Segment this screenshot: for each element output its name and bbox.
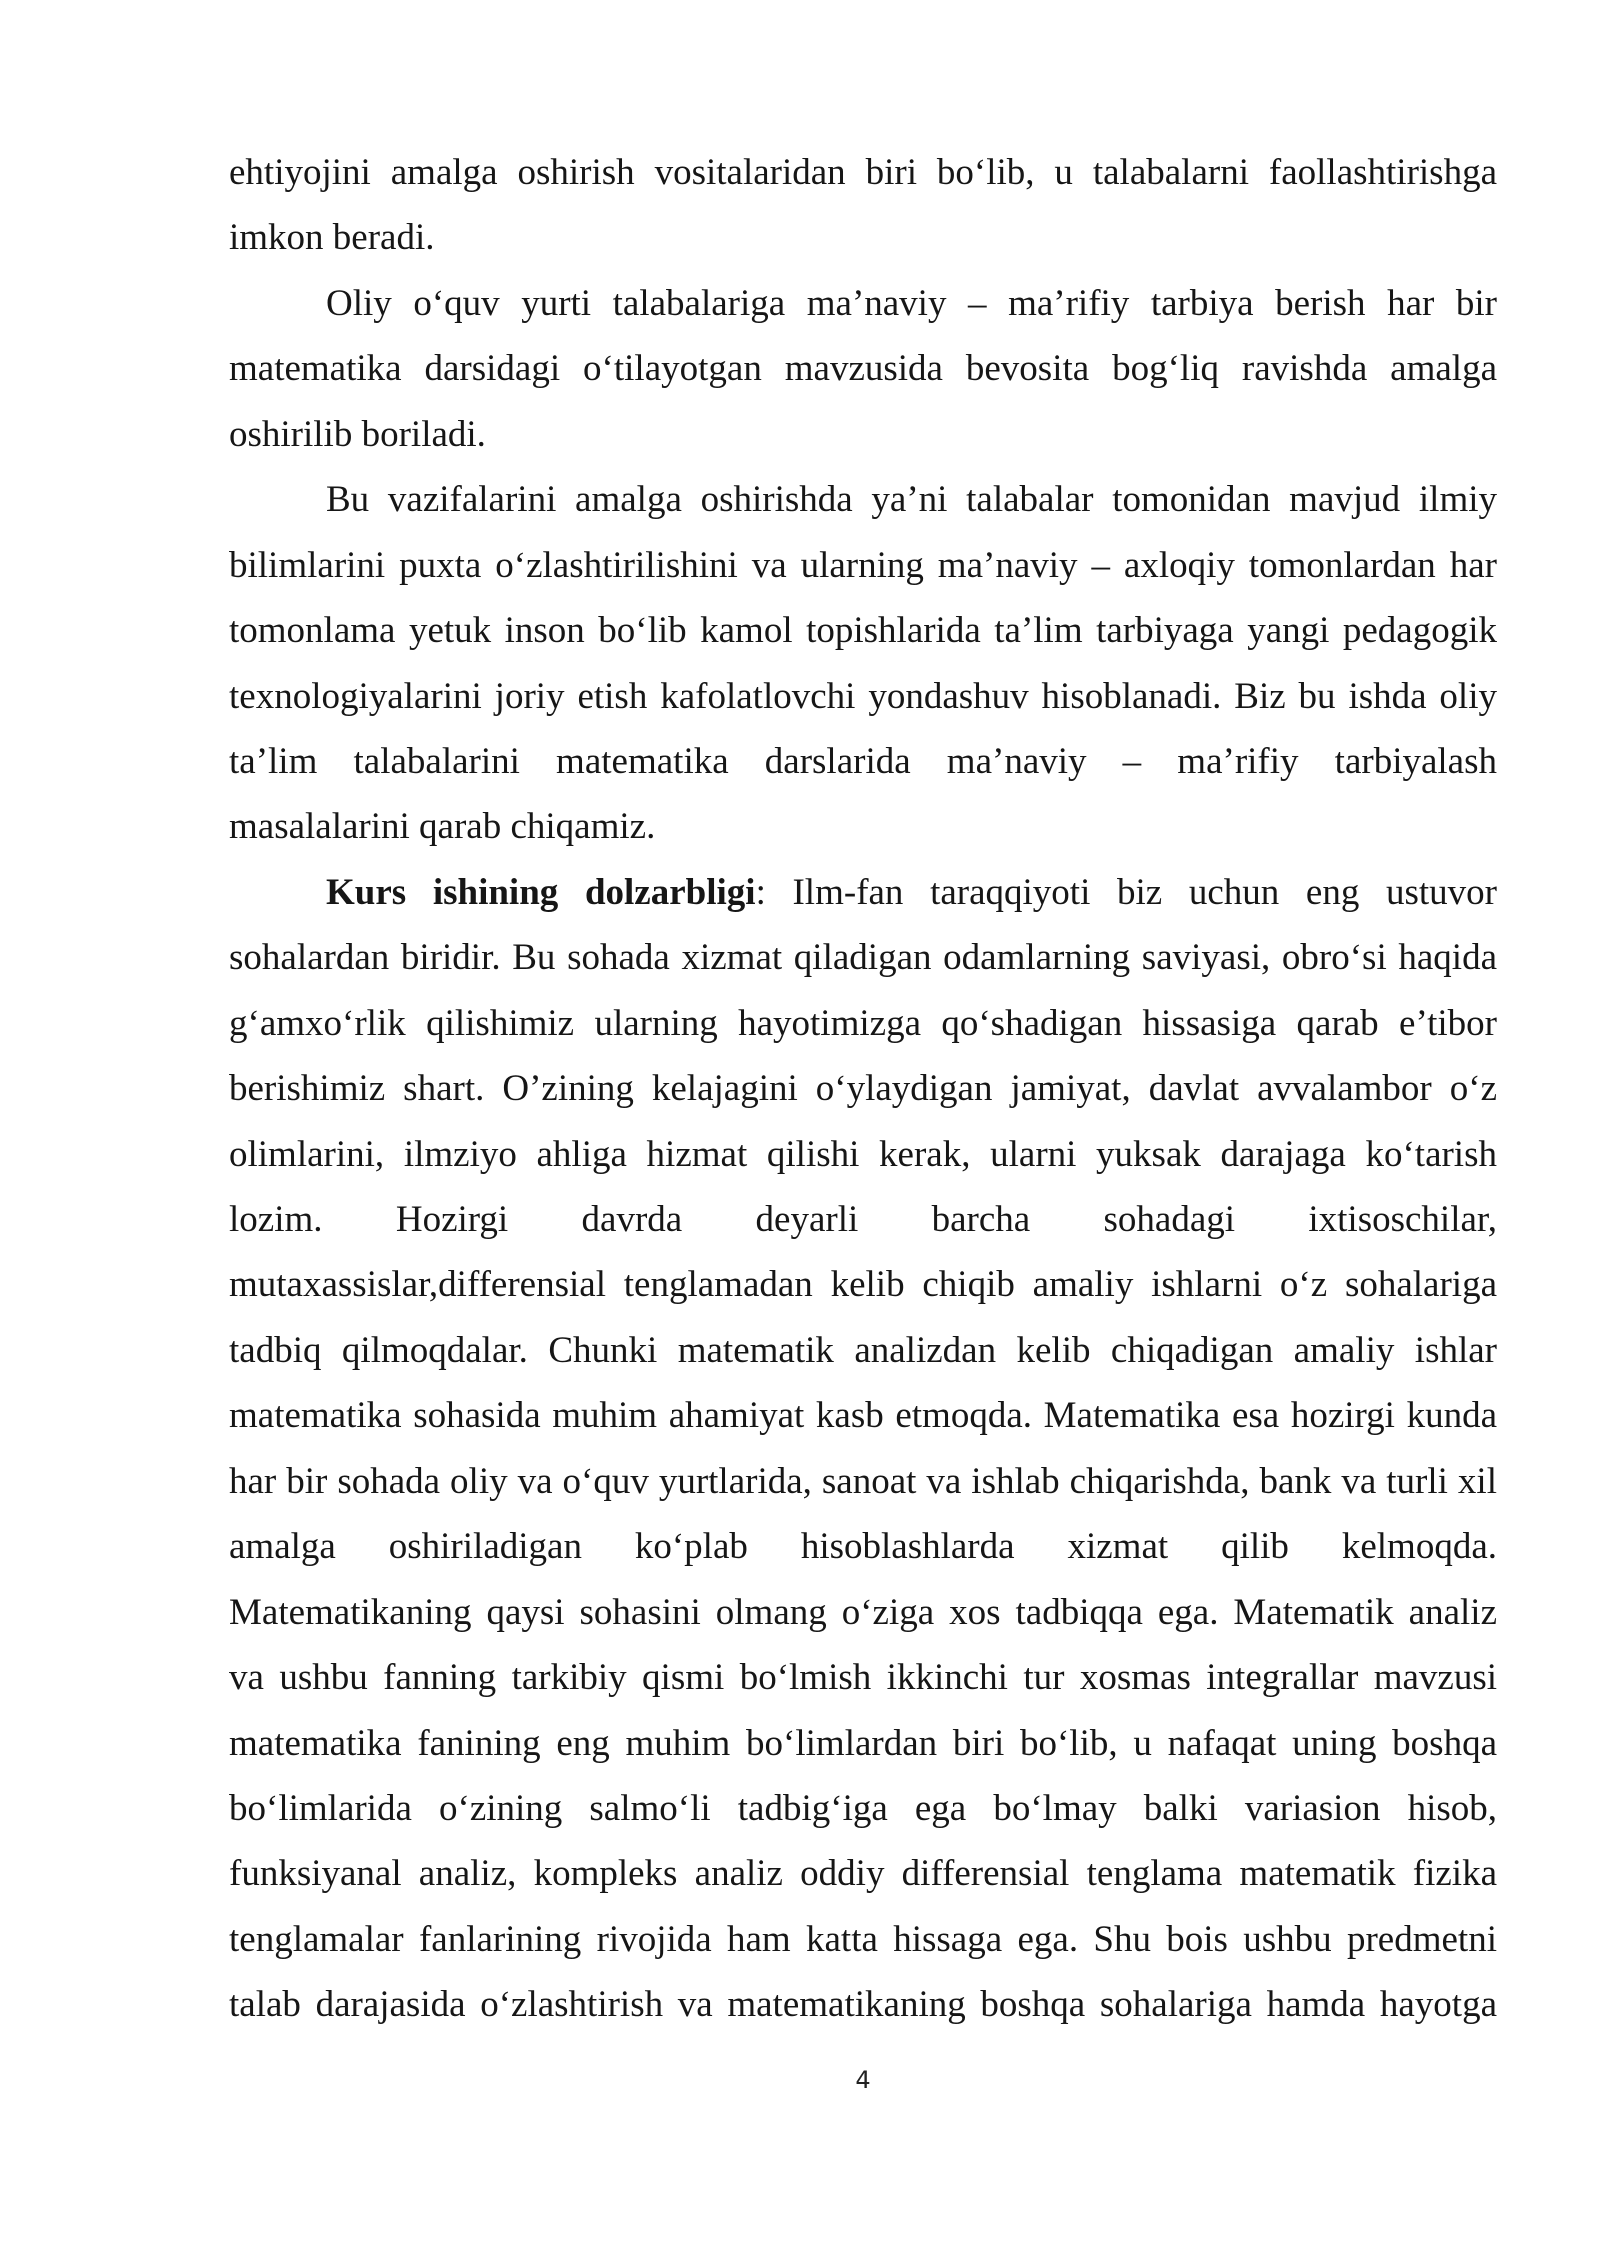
section-heading: Kurs ishining dolzarbligi — [326, 871, 756, 913]
page-number: 4 — [855, 2066, 871, 2094]
paragraph — [229, 271, 1497, 467]
text-line: funksiyanal analiz, kompleks analiz oddiy differensial tenglama matematik fizika — [229, 1853, 1497, 1895]
text-line: har bir sohada oliy va o‘quv yurtlarida, sanoat va ishlab chiqarishda, bank va turli xil — [229, 1460, 1497, 1502]
text-line: berishimiz shart. O’zining kelajagini o‘ylaydigan jamiyat, davlat avvalambor o‘z — [229, 1068, 1497, 1110]
text-line: bilimlarini puxta o‘zlashtirilishini va ularning ma’naviy – axloqiy tomonlardan har — [229, 544, 1497, 586]
text-line: Oliy o‘quv yurti talabalariga ma’naviy – ma’rifiy tarbiya berish har bir — [326, 282, 1497, 324]
text-line: g‘amxo‘rlik qilishimiz ularning hayotimizga qo‘shadigan hissasiga qarab e’tibor — [229, 1002, 1497, 1044]
text-line: Bu vazifalarini amalga oshirishda ya’ni talabalar tomonidan mavjud ilmiy — [326, 479, 1497, 521]
text-line: tenglamalar fanlarining rivojida ham katta hissaga ega. Shu bois ushbu predmetni — [229, 1918, 1497, 1960]
text-line: lozim. Hozirgi davrda deyarli barcha sohadagi ixtisoschilar, — [229, 1199, 1497, 1240]
text-line: ehtiyojini amalga oshirish vositalaridan biri bo‘lib, u talabalarni faollashtirishga — [229, 152, 1497, 193]
text-run: : Ilm-fan taraqqiyoti biz uchun eng ustuvor — [755, 871, 1497, 913]
text-line: matematika sohasida muhim ahamiyat kasb etmoqda. Matematika esa hozirgi kunda — [229, 1395, 1497, 1437]
paragraph — [229, 860, 1497, 2038]
text-line: olimlarini, ilmziyo ahliga hizmat qilishi kerak, ularni yuksak darajaga ko‘tarish — [229, 1133, 1497, 1175]
text-line: masalalarini qarab chiqamiz. — [229, 806, 656, 848]
text-line: bo‘limlarida o‘zining salmo‘li tadbig‘iga ega bo‘lmay balki variasion hisob, — [229, 1787, 1497, 1829]
text-line: oshirilib boriladi. — [229, 413, 486, 455]
text-line: ta’lim talabalarini matematika darslarida ma’naviy – ma’rifiy tarbiyalash — [229, 740, 1497, 782]
text-line: matematika fanining eng muhim bo‘limlardan biri bo‘lib, u nafaqat uning boshqa — [229, 1722, 1497, 1764]
text-line: amalga oshiriladigan ko‘plab hisoblashlarda xizmat qilib kelmoqda. — [229, 1526, 1497, 1568]
text-line: Matematikaning qaysi sohasini olmang o‘ziga xos tadbiqqa ega. Matematik analiz — [229, 1591, 1497, 1633]
text-line: mutaxassislar,differensial tenglamadan kelib chiqib amaliy ishlarni o‘z sohalariga — [229, 1264, 1497, 1306]
paragraph — [229, 467, 1497, 860]
text-line: tomonlama yetuk inson bo‘lib kamol topishlarida ta’lim tarbiyaga yangi pedagogik — [229, 610, 1497, 652]
paragraph — [229, 140, 1497, 271]
text-line: matematika darsidagi o‘tilayotgan mavzusida bevosita bog‘liq ravishda amalga — [229, 348, 1497, 390]
text-line: sohalardan biridir. Bu sohada xizmat qiladigan odamlarning saviyasi, obro‘si haqida — [229, 937, 1497, 979]
body-text — [229, 140, 1497, 2038]
text-line — [229, 860, 1497, 925]
text-line: texnologiyalarini joriy etish kafolatlovchi yondashuv hisoblanadi. Biz bu ishda oliy — [229, 675, 1497, 717]
text-line: va ushbu fanning tarkibiy qismi bo‘lmish ikkinchi tur xosmas integrallar mavzusi — [229, 1657, 1497, 1699]
text-line: tadbiq qilmoqdalar. Chunki matematik analizdan kelib chiqadigan amaliy ishlar — [229, 1329, 1497, 1371]
text-line: talab darajasida o‘zlashtirish va matematikaning boshqa sohalariga hamda hayotga — [229, 1984, 1497, 2026]
text-line: imkon beradi. — [229, 217, 435, 259]
